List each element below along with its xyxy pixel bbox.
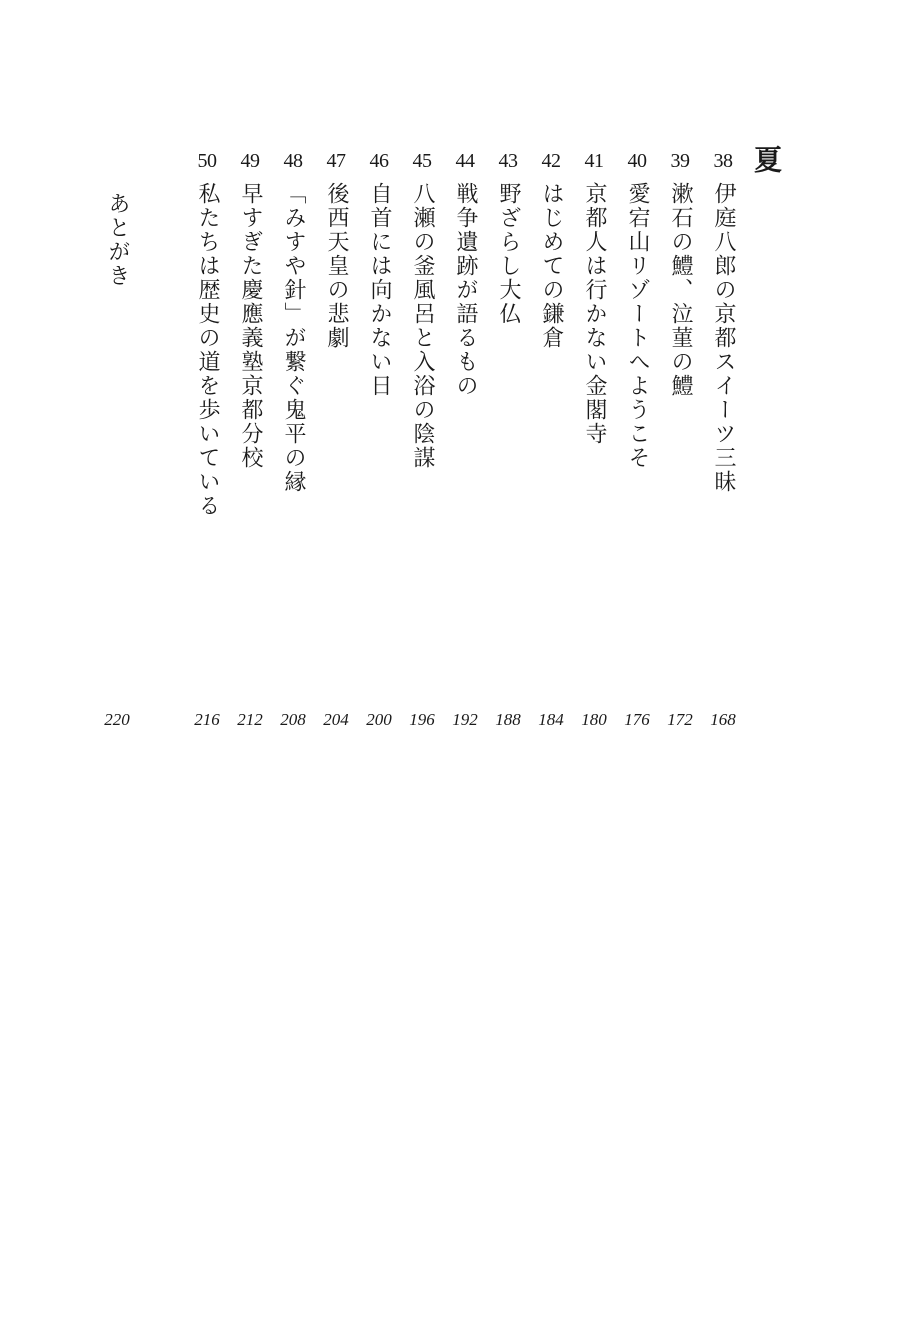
section-heading-summer: 夏 [750,145,783,173]
entry-page-number: 208 [280,710,306,729]
entry-page-number: 184 [538,710,564,729]
entry-number: 46 [369,150,389,172]
entry-title: 後西天皇の悲劇 [324,182,349,350]
entry-page-number: 172 [667,710,693,729]
entry-number: 39 [670,150,690,172]
entry-number: 41 [584,150,604,172]
entry-number: 40 [627,150,647,172]
entry-page-number: 212 [237,710,263,729]
entry-title: 野ざらし大仏 [496,182,521,326]
entry-title: 戦争遺跡が語るもの [453,182,478,398]
entry-title: 早すぎた慶應義塾京都分校 [238,182,263,470]
entry-title: 八瀬の釜風呂と入浴の陰謀 [410,182,435,470]
toc-entry[interactable] [235,150,265,750]
toc-entry[interactable] [407,150,437,750]
entry-title: はじめての鎌倉 [539,182,564,350]
entry-title: 「みすや針」が繋ぐ鬼平の縁 [281,182,306,494]
entry-page-number: 216 [194,710,220,729]
entry-title: 自首には向かない日 [367,182,392,398]
entry-page-number: 168 [710,710,736,729]
entry-page-number: 176 [624,710,650,729]
entry-title: 京都人は行かない金閣寺 [582,182,607,446]
entry-title: 私たちは歴史の道を歩いている [195,182,220,518]
toc-entry[interactable] [278,150,308,750]
toc-entry[interactable] [708,150,738,750]
entry-number: 44 [455,150,475,172]
entry-title: 愛宕山リゾートへようこそ [625,182,650,470]
toc-entry[interactable] [321,150,351,750]
entry-number: 43 [498,150,518,172]
toc-entry-afterword[interactable] [102,150,132,750]
entry-number: 50 [197,150,217,172]
toc-entry[interactable] [536,150,566,750]
toc-entry[interactable] [665,150,695,750]
toc-entry[interactable] [622,150,652,750]
toc-entry[interactable] [364,150,394,750]
entry-title: 漱石の鱧、泣菫の鱧 [668,182,693,398]
entry-number: 38 [713,150,733,172]
entry-page-number: 200 [366,710,392,729]
entry-page-number: 180 [581,710,607,729]
entry-number: 48 [283,150,303,172]
entry-title: 伊庭八郎の京都スイーツ三昧 [711,182,736,494]
toc-entry[interactable] [493,150,523,750]
entry-number: 42 [541,150,561,172]
entry-page-number: 204 [323,710,349,729]
entry-number: 47 [326,150,346,172]
toc-entry[interactable] [450,150,480,750]
entry-page-number: 188 [495,710,521,729]
afterword-title: あとがき [105,192,130,288]
entry-number: 49 [240,150,260,172]
entry-number: 45 [412,150,432,172]
afterword-page-number: 220 [104,710,130,729]
toc-entry[interactable] [192,150,222,750]
toc-entry[interactable] [579,150,609,750]
entry-page-number: 192 [452,710,478,729]
entry-page-number: 196 [409,710,435,729]
